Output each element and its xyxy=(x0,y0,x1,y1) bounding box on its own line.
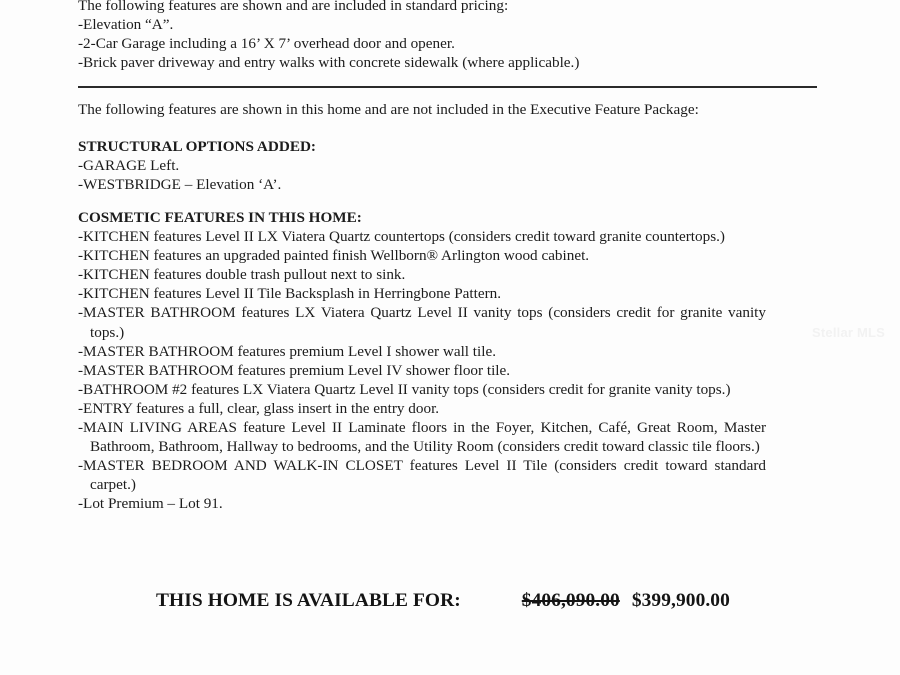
original-price-strikethrough: $406,090.00 xyxy=(521,590,620,611)
cosmetic-features-item: -KITCHEN features Level II LX Viatera Quartz countertops (considers credit toward granite countertops.) xyxy=(78,228,725,246)
standard-pricing-block xyxy=(78,0,766,72)
standard-pricing-item: -Brick paver driveway and entry walks with concrete sidewalk (where applicable.) xyxy=(78,54,580,72)
standard-pricing-intro: The following features are shown and are included in standard pricing: xyxy=(78,0,509,14)
cosmetic-features-item: -Lot Premium – Lot 91. xyxy=(78,495,223,513)
cosmetic-features-block xyxy=(78,208,770,514)
cosmetic-features-item: -MASTER BEDROOM AND WALK-IN CLOSET features Level II Tile (considers credit toward standard carpet.) xyxy=(78,457,770,494)
standard-pricing-item: -Elevation “A”. xyxy=(78,16,174,34)
price-label: THIS HOME IS AVAILABLE FOR: xyxy=(156,590,461,611)
structural-options-item: -WESTBRIDGE – Elevation ‘A’. xyxy=(78,176,282,194)
current-price: $399,900.00 xyxy=(631,590,730,611)
cosmetic-features-item: -KITCHEN features an upgraded painted finish Wellborn® Arlington wood cabinet. xyxy=(78,247,590,265)
executive-package-note: The following features are shown in this home and are not included in the Executive Feature Package: xyxy=(78,101,699,118)
stellar-mls-watermark: Stellar MLS xyxy=(812,325,885,340)
cosmetic-features-item: -MASTER BATHROOM features premium Level I shower wall tile. xyxy=(78,342,496,360)
standard-pricing-item: -2-Car Garage including a 16’ X 7’ overhead door and opener. xyxy=(78,35,455,53)
structural-options-heading: STRUCTURAL OPTIONS ADDED: xyxy=(78,138,316,155)
section-divider xyxy=(78,86,817,88)
price-row xyxy=(156,590,776,612)
cosmetic-features-item: -KITCHEN features Level II Tile Backsplash in Herringbone Pattern. xyxy=(78,285,502,303)
structural-options-item: -GARAGE Left. xyxy=(78,157,180,175)
cosmetic-features-item: -MAIN LIVING AREAS feature Level II Laminate floors in the Foyer, Kitchen, Café, Great Room, Master Bathroom, Bathroom, Hallway to bedrooms, and the Utility Room (considers credit toward classic tile floors.) xyxy=(78,419,770,456)
cosmetic-features-item: -ENTRY features a full, clear, glass insert in the entry door. xyxy=(78,399,440,417)
cosmetic-features-item: -KITCHEN features double trash pullout next to sink. xyxy=(78,266,406,284)
cosmetic-features-item: -MASTER BATHROOM features premium Level IV shower floor tile. xyxy=(78,361,511,379)
cosmetic-features-item: -MASTER BATHROOM features LX Viatera Quartz Level II vanity tops (considers credit for granite vanity tops.) xyxy=(78,304,770,341)
cosmetic-features-item: -BATHROOM #2 features LX Viatera Quartz Level II vanity tops (considers credit for granite vanity tops.) xyxy=(78,380,731,398)
cosmetic-features-heading: COSMETIC FEATURES IN THIS HOME: xyxy=(78,209,362,226)
executive-package-note-block xyxy=(78,100,766,119)
structural-options-block xyxy=(78,137,766,194)
